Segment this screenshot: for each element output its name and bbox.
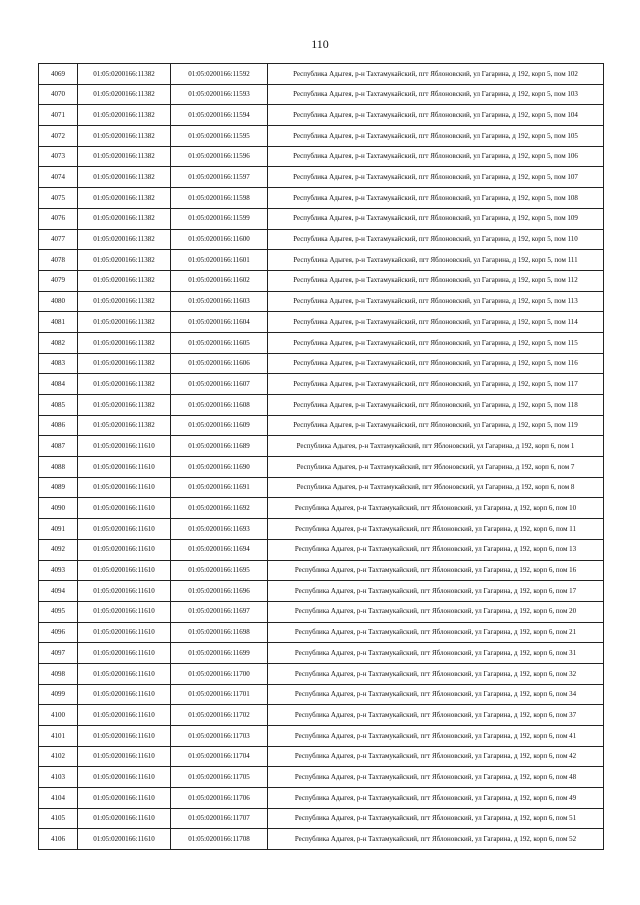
block-number-cell: 01:05:0200166:11610 [78,663,171,684]
block-number-cell: 01:05:0200166:11382 [78,415,171,436]
block-number-cell: 01:05:0200166:11610 [78,684,171,705]
block-number-cell: 01:05:0200166:11610 [78,519,171,540]
cadastral-number-cell: 01:05:0200166:11603 [171,291,268,312]
row-number-cell: 4092 [39,539,78,560]
cadastral-number-cell: 01:05:0200166:11600 [171,229,268,250]
block-number-cell: 01:05:0200166:11610 [78,788,171,809]
block-number-cell: 01:05:0200166:11610 [78,477,171,498]
row-number-cell: 4097 [39,643,78,664]
address-cell: Республика Адыгея, р-н Тахтамукайский, пгт Яблоновский, ул Гагарина, д 192, корп 6, пом 21 [268,622,604,643]
address-cell: Республика Адыгея, р-н Тахтамукайский, пгт Яблоновский, ул Гагарина, д 192, корп 6, пом 10 [268,498,604,519]
row-number-cell: 4074 [39,167,78,188]
block-number-cell: 01:05:0200166:11382 [78,250,171,271]
table-row [39,457,604,478]
row-number-cell: 4096 [39,622,78,643]
row-number-cell: 4073 [39,146,78,167]
address-cell: Республика Адыгея, р-н Тахтамукайский, пгт Яблоновский, ул Гагарина, д 192, корп 6, пом 8 [268,477,604,498]
block-number-cell: 01:05:0200166:11610 [78,498,171,519]
block-number-cell: 01:05:0200166:11610 [78,808,171,829]
cadastral-number-cell: 01:05:0200166:11608 [171,395,268,416]
table-row [39,684,604,705]
table-row [39,332,604,353]
cadastral-number-cell: 01:05:0200166:11601 [171,250,268,271]
address-cell: Республика Адыгея, р-н Тахтамукайский, пгт Яблоновский, ул Гагарина, д 192, корп 5, пом 115 [268,332,604,353]
table-row [39,519,604,540]
row-number-cell: 4101 [39,726,78,747]
table-row [39,126,604,147]
address-cell: Республика Адыгея, р-н Тахтамукайский, пгт Яблоновский, ул Гагарина, д 192, корп 6, пом 16 [268,560,604,581]
block-number-cell: 01:05:0200166:11382 [78,167,171,188]
address-cell: Республика Адыгея, р-н Тахтамукайский, пгт Яблоновский, ул Гагарина, д 192, корп 6, пом 13 [268,539,604,560]
block-number-cell: 01:05:0200166:11382 [78,146,171,167]
address-cell: Республика Адыгея, р-н Тахтамукайский, пгт Яблоновский, ул Гагарина, д 192, корп 6, пом 32 [268,663,604,684]
table-row [39,188,604,209]
row-number-cell: 4081 [39,312,78,333]
table-row [39,105,604,126]
block-number-cell: 01:05:0200166:11382 [78,229,171,250]
cadastral-number-cell: 01:05:0200166:11699 [171,643,268,664]
cadastral-number-cell: 01:05:0200166:11596 [171,146,268,167]
block-number-cell: 01:05:0200166:11382 [78,105,171,126]
table-row [39,560,604,581]
registry-table [38,63,604,850]
cadastral-number-cell: 01:05:0200166:11700 [171,663,268,684]
row-number-cell: 4089 [39,477,78,498]
row-number-cell: 4090 [39,498,78,519]
cadastral-number-cell: 01:05:0200166:11708 [171,829,268,850]
row-number-cell: 4104 [39,788,78,809]
registry-table-body [39,64,604,850]
block-number-cell: 01:05:0200166:11610 [78,726,171,747]
block-number-cell: 01:05:0200166:11610 [78,767,171,788]
table-row [39,229,604,250]
row-number-cell: 4103 [39,767,78,788]
table-row [39,726,604,747]
block-number-cell: 01:05:0200166:11382 [78,64,171,85]
table-row [39,291,604,312]
address-cell: Республика Адыгея, р-н Тахтамукайский, пгт Яблоновский, ул Гагарина, д 192, корп 6, пом 20 [268,601,604,622]
address-cell: Республика Адыгея, р-н Тахтамукайский, пгт Яблоновский, ул Гагарина, д 192, корп 5, пом 105 [268,126,604,147]
cadastral-number-cell: 01:05:0200166:11689 [171,436,268,457]
cadastral-number-cell: 01:05:0200166:11599 [171,208,268,229]
row-number-cell: 4070 [39,84,78,105]
table-row [39,539,604,560]
row-number-cell: 4106 [39,829,78,850]
row-number-cell: 4072 [39,126,78,147]
address-cell: Республика Адыгея, р-н Тахтамукайский, пгт Яблоновский, ул Гагарина, д 192, корп 5, пом 106 [268,146,604,167]
block-number-cell: 01:05:0200166:11610 [78,436,171,457]
block-number-cell: 01:05:0200166:11610 [78,829,171,850]
table-row [39,808,604,829]
cadastral-number-cell: 01:05:0200166:11693 [171,519,268,540]
block-number-cell: 01:05:0200166:11382 [78,126,171,147]
cadastral-number-cell: 01:05:0200166:11701 [171,684,268,705]
address-cell: Республика Адыгея, р-н Тахтамукайский, пгт Яблоновский, ул Гагарина, д 192, корп 6, пом 48 [268,767,604,788]
table-row [39,415,604,436]
cadastral-number-cell: 01:05:0200166:11602 [171,270,268,291]
table-row [39,767,604,788]
cadastral-number-cell: 01:05:0200166:11598 [171,188,268,209]
block-number-cell: 01:05:0200166:11610 [78,643,171,664]
cadastral-number-cell: 01:05:0200166:11604 [171,312,268,333]
table-row [39,436,604,457]
address-cell: Республика Адыгея, р-н Тахтамукайский, пгт Яблоновский, ул Гагарина, д 192, корп 6, пом 37 [268,705,604,726]
address-cell: Республика Адыгея, р-н Тахтамукайский, пгт Яблоновский, ул Гагарина, д 192, корп 6, пом 51 [268,808,604,829]
address-cell: Республика Адыгея, р-н Тахтамукайский, пгт Яблоновский, ул Гагарина, д 192, корп 5, пом 111 [268,250,604,271]
address-cell: Республика Адыгея, р-н Тахтамукайский, пгт Яблоновский, ул Гагарина, д 192, корп 6, пом 49 [268,788,604,809]
table-row [39,395,604,416]
address-cell: Республика Адыгея, р-н Тахтамукайский, пгт Яблоновский, ул Гагарина, д 192, корп 5, пом 107 [268,167,604,188]
address-cell: Республика Адыгея, р-н Тахтамукайский, пгт Яблоновский, ул Гагарина, д 192, корп 6, пом 11 [268,519,604,540]
address-cell: Республика Адыгея, р-н Тахтамукайский, пгт Яблоновский, ул Гагарина, д 192, корп 5, пом 118 [268,395,604,416]
row-number-cell: 4095 [39,601,78,622]
table-row [39,622,604,643]
block-number-cell: 01:05:0200166:11382 [78,332,171,353]
cadastral-number-cell: 01:05:0200166:11690 [171,457,268,478]
cadastral-number-cell: 01:05:0200166:11704 [171,746,268,767]
row-number-cell: 4071 [39,105,78,126]
cadastral-number-cell: 01:05:0200166:11703 [171,726,268,747]
table-row [39,663,604,684]
table-row [39,746,604,767]
row-number-cell: 4069 [39,64,78,85]
table-row [39,250,604,271]
cadastral-number-cell: 01:05:0200166:11607 [171,374,268,395]
row-number-cell: 4077 [39,229,78,250]
block-number-cell: 01:05:0200166:11382 [78,374,171,395]
address-cell: Республика Адыгея, р-н Тахтамукайский, пгт Яблоновский, ул Гагарина, д 192, корп 5, пом 113 [268,291,604,312]
block-number-cell: 01:05:0200166:11382 [78,208,171,229]
row-number-cell: 4094 [39,581,78,602]
cadastral-number-cell: 01:05:0200166:11691 [171,477,268,498]
address-cell: Республика Адыгея, р-н Тахтамукайский, пгт Яблоновский, ул Гагарина, д 192, корп 6, пом 52 [268,829,604,850]
row-number-cell: 4078 [39,250,78,271]
address-cell: Республика Адыгея, р-н Тахтамукайский, пгт Яблоновский, ул Гагарина, д 192, корп 5, пом 114 [268,312,604,333]
table-row [39,64,604,85]
block-number-cell: 01:05:0200166:11382 [78,188,171,209]
row-number-cell: 4091 [39,519,78,540]
table-row [39,601,604,622]
row-number-cell: 4082 [39,332,78,353]
cadastral-number-cell: 01:05:0200166:11595 [171,126,268,147]
table-row [39,829,604,850]
row-number-cell: 4076 [39,208,78,229]
cadastral-number-cell: 01:05:0200166:11698 [171,622,268,643]
address-cell: Республика Адыгея, р-н Тахтамукайский, пгт Яблоновский, ул Гагарина, д 192, корп 5, пом 112 [268,270,604,291]
address-cell: Республика Адыгея, р-н Тахтамукайский, пгт Яблоновский, ул Гагарина, д 192, корп 5, пом 104 [268,105,604,126]
block-number-cell: 01:05:0200166:11610 [78,705,171,726]
address-cell: Республика Адыгея, р-н Тахтамукайский, пгт Яблоновский, ул Гагарина, д 192, корп 5, пом 103 [268,84,604,105]
row-number-cell: 4102 [39,746,78,767]
table-row [39,312,604,333]
table-row [39,84,604,105]
table-row [39,788,604,809]
table-row [39,477,604,498]
row-number-cell: 4087 [39,436,78,457]
block-number-cell: 01:05:0200166:11610 [78,622,171,643]
row-number-cell: 4100 [39,705,78,726]
address-cell: Республика Адыгея, р-н Тахтамукайский, пгт Яблоновский, ул Гагарина, д 192, корп 5, пом 110 [268,229,604,250]
block-number-cell: 01:05:0200166:11382 [78,270,171,291]
block-number-cell: 01:05:0200166:11382 [78,291,171,312]
cadastral-number-cell: 01:05:0200166:11702 [171,705,268,726]
address-cell: Республика Адыгея, р-н Тахтамукайский, пгт Яблоновский, ул Гагарина, д 192, корп 6, пом 34 [268,684,604,705]
page-number: 110 [311,37,329,51]
address-cell: Республика Адыгея, р-н Тахтамукайский, пгт Яблоновский, ул Гагарина, д 192, корп 6, пом 31 [268,643,604,664]
address-cell: Республика Адыгея, р-н Тахтамукайский, пгт Яблоновский, ул Гагарина, д 192, корп 5, пом 117 [268,374,604,395]
table-row [39,270,604,291]
row-number-cell: 4098 [39,663,78,684]
address-cell: Республика Адыгея, р-н Тахтамукайский, пгт Яблоновский, ул Гагарина, д 192, корп 5, пом 102 [268,64,604,85]
row-number-cell: 4084 [39,374,78,395]
cadastral-number-cell: 01:05:0200166:11695 [171,560,268,581]
cadastral-number-cell: 01:05:0200166:11707 [171,808,268,829]
block-number-cell: 01:05:0200166:11610 [78,457,171,478]
row-number-cell: 4093 [39,560,78,581]
address-cell: Республика Адыгея, р-н Тахтамукайский, пгт Яблоновский, ул Гагарина, д 192, корп 6, пом 17 [268,581,604,602]
address-cell: Республика Адыгея, р-н Тахтамукайский, пгт Яблоновский, ул Гагарина, д 192, корп 5, пом 108 [268,188,604,209]
row-number-cell: 4105 [39,808,78,829]
cadastral-number-cell: 01:05:0200166:11706 [171,788,268,809]
table-row [39,374,604,395]
row-number-cell: 4080 [39,291,78,312]
block-number-cell: 01:05:0200166:11610 [78,581,171,602]
table-row [39,146,604,167]
block-number-cell: 01:05:0200166:11382 [78,312,171,333]
block-number-cell: 01:05:0200166:11610 [78,601,171,622]
table-row [39,581,604,602]
cadastral-number-cell: 01:05:0200166:11606 [171,353,268,374]
address-cell: Республика Адыгея, р-н Тахтамукайский, пгт Яблоновский, ул Гагарина, д 192, корп 6, пом 1 [268,436,604,457]
cadastral-number-cell: 01:05:0200166:11592 [171,64,268,85]
row-number-cell: 4088 [39,457,78,478]
block-number-cell: 01:05:0200166:11382 [78,84,171,105]
block-number-cell: 01:05:0200166:11610 [78,560,171,581]
cadastral-number-cell: 01:05:0200166:11609 [171,415,268,436]
row-number-cell: 4085 [39,395,78,416]
block-number-cell: 01:05:0200166:11610 [78,539,171,560]
table-row [39,353,604,374]
cadastral-number-cell: 01:05:0200166:11605 [171,332,268,353]
cadastral-number-cell: 01:05:0200166:11594 [171,105,268,126]
row-number-cell: 4086 [39,415,78,436]
row-number-cell: 4083 [39,353,78,374]
row-number-cell: 4075 [39,188,78,209]
block-number-cell: 01:05:0200166:11610 [78,746,171,767]
cadastral-number-cell: 01:05:0200166:11697 [171,601,268,622]
table-row [39,167,604,188]
row-number-cell: 4099 [39,684,78,705]
cadastral-number-cell: 01:05:0200166:11696 [171,581,268,602]
address-cell: Республика Адыгея, р-н Тахтамукайский, пгт Яблоновский, ул Гагарина, д 192, корп 5, пом 109 [268,208,604,229]
cadastral-number-cell: 01:05:0200166:11597 [171,167,268,188]
address-cell: Республика Адыгея, р-н Тахтамукайский, пгт Яблоновский, ул Гагарина, д 192, корп 5, пом 116 [268,353,604,374]
table-row [39,498,604,519]
address-cell: Республика Адыгея, р-н Тахтамукайский, пгт Яблоновский, ул Гагарина, д 192, корп 6, пом 42 [268,746,604,767]
table-row [39,643,604,664]
address-cell: Республика Адыгея, р-н Тахтамукайский, пгт Яблоновский, ул Гагарина, д 192, корп 5, пом 119 [268,415,604,436]
address-cell: Республика Адыгея, р-н Тахтамукайский, пгт Яблоновский, ул Гагарина, д 192, корп 6, пом 41 [268,726,604,747]
table-row [39,208,604,229]
cadastral-number-cell: 01:05:0200166:11692 [171,498,268,519]
block-number-cell: 01:05:0200166:11382 [78,395,171,416]
row-number-cell: 4079 [39,270,78,291]
cadastral-number-cell: 01:05:0200166:11593 [171,84,268,105]
cadastral-number-cell: 01:05:0200166:11694 [171,539,268,560]
address-cell: Республика Адыгея, р-н Тахтамукайский, пгт Яблоновский, ул Гагарина, д 192, корп 6, пом 7 [268,457,604,478]
table-row [39,705,604,726]
block-number-cell: 01:05:0200166:11382 [78,353,171,374]
cadastral-number-cell: 01:05:0200166:11705 [171,767,268,788]
